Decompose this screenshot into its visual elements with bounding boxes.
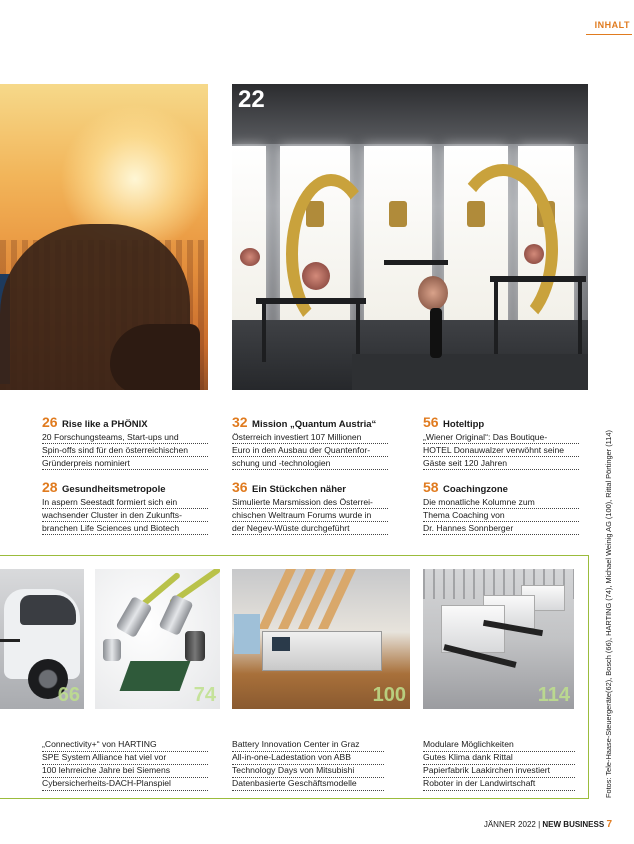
toc-text: „Wiener Original“: Das Boutique- [423,431,579,444]
footer-issue: JÄNNER 2022 [483,820,536,829]
toc-text: Thema Coaching von [423,509,579,522]
toc-text: Gründerpreis nominiert [42,457,208,470]
toc-number: 36 [232,479,248,495]
toc-text: schung und -technologien [232,457,388,470]
caption-item: Technology Days von Mitsubishi [232,764,384,778]
toc-entry-36[interactable] [232,479,346,497]
toc-text: HOTEL Donauwalzer verwöhnt seine [423,444,579,457]
toc-text: Österreich investiert 107 Millionen [232,431,388,444]
caption-item: All-in-one-Ladestation von ABB [232,751,384,765]
caption-item: Papierfabrik Laakirchen investiert [423,764,575,778]
toc-number: 56 [423,414,439,430]
toc-text: Die monatliche Kolumne zum [423,496,579,509]
hero-image-event-hall[interactable] [232,84,588,390]
toc-text: 20 Forschungsteams, Start-ups und [42,431,208,444]
caption-item: Cybersicherheits-DACH-Planspiel [42,777,208,791]
toc-heading: Rise like a PHÖNIX [62,419,148,430]
toc-heading: Gesundheitsmetropole [62,484,166,495]
thumb-factory-hall[interactable] [232,569,410,709]
caption-item: Datenbasierte Geschäftsmodelle [232,777,384,791]
caption-item: SPE System Alliance hat viel vor [42,751,208,765]
section-rule [586,34,632,35]
footer-separator: | [538,820,541,829]
caption-item: 100 lehrreiche Jahre bei Siemens [42,764,208,778]
thumb-electric-car[interactable] [0,569,84,709]
toc-heading: Ein Stückchen näher [252,484,347,495]
caption-item: Modulare Möglichkeiten [423,738,575,752]
toc-number: 32 [232,414,248,430]
page-footer [484,819,612,830]
section-tag: INHALT [594,20,630,30]
toc-text: Simulierte Marsmission des Österrei- [232,496,388,509]
hero-page-number: 22 [238,86,265,113]
thumb-connectors[interactable] [95,569,220,709]
thumb-page-number: 100 [372,684,406,706]
thumb-page-number: 74 [193,684,216,706]
toc-text: der Negev-Wüste durchgeführt [232,522,388,535]
caption-item: Roboter in der Landwirtschaft [423,777,575,791]
footer-magazine: NEW BUSINESS [542,820,605,829]
caption-item: Battery Innovation Center in Graz [232,738,384,752]
hero-image-sunset [0,84,208,390]
toc-entry-28[interactable] [42,479,166,497]
toc-entry-56[interactable] [423,414,484,432]
toc-entry-32[interactable] [232,414,376,432]
thumb-page-number: 66 [57,684,80,706]
caption-item: „Connectivity+“ von HARTING [42,738,208,752]
thumb-page-number: 114 [537,684,570,706]
caption-item: Gutes Klima dank Rittal [423,751,575,765]
toc-number: 28 [42,479,58,495]
toc-heading: Coachingzone [443,484,508,495]
toc-text: In aspern Seestadt formiert sich ein [42,496,208,509]
toc-text: Gäste seit 120 Jahren [423,457,579,470]
toc-text: Spin-offs sind für den österreichischen [42,444,208,457]
toc-entry-26[interactable] [42,414,148,432]
toc-text: Euro in den Ausbau der Quantenfor- [232,444,388,457]
toc-text: Dr. Hannes Sonnberger [423,522,579,535]
toc-entry-58[interactable] [423,479,508,497]
toc-number: 58 [423,479,439,495]
toc-heading: Mission „Quantum Austria“ [252,419,377,430]
thumb-cooling-units[interactable] [423,569,574,709]
toc-text: branchen Life Sciences und Biotech [42,522,208,535]
photo-credit: Fotos: Tele-Haase-Steuergeräte(62), Bosch (66), HARTING (74), Michael Weinig AG (100), Rittal Pörtinger (114) [604,430,613,798]
toc-text: wachsender Cluster in den Zukunfts- [42,509,208,522]
footer-page-number: 7 [606,819,612,830]
toc-text: chischen Weltraum Forums wurde in [232,509,388,522]
toc-number: 26 [42,414,58,430]
toc-heading: Hoteltipp [443,419,485,430]
